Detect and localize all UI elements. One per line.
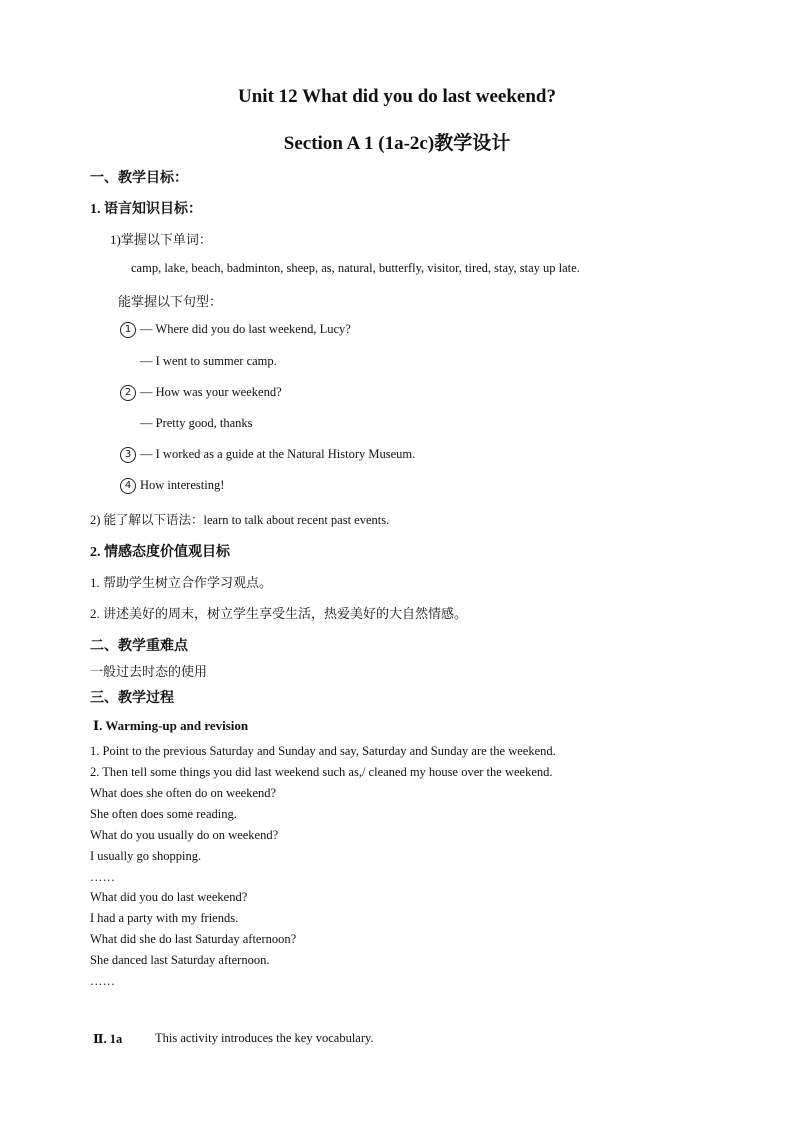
- attitude-item: 1. 帮助学生树立合作学习观点。: [90, 575, 273, 590]
- step1-line: 2. Then tell some things you did last weekend such as,/ cleaned my house over the weekend.: [90, 765, 553, 779]
- page-title: Unit 12 What did you do last weekend?: [238, 86, 556, 107]
- circled-number: 4: [120, 478, 136, 494]
- pattern-text: How interesting!: [140, 478, 225, 492]
- step1-line: What did she do last Saturday afternoon?: [90, 932, 297, 946]
- step1-line: ……: [90, 870, 115, 884]
- pattern-item: — I went to summer camp.: [140, 354, 277, 368]
- step1-line: ……: [90, 974, 115, 988]
- step2-text: This activity introduces the key vocabulary.: [155, 1031, 374, 1045]
- pattern-item: — Pretty good, thanks: [140, 416, 253, 430]
- circled-number: 2: [120, 385, 136, 401]
- patterns-heading: 能掌握以下句型：: [118, 294, 223, 309]
- step1-line: She danced last Saturday afternoon.: [90, 953, 270, 967]
- page-subtitle: Section A 1 (1a-2c)教学设计: [283, 133, 511, 154]
- vocab-list: camp, lake, beach, badminton, sheep, as, natural, butterfly, visitor, tired, stay, stay up late.: [131, 261, 580, 275]
- pattern-text: — I worked as a guide at the Natural History Museum.: [140, 447, 416, 461]
- subheading-attitude-goals: 2. 情感态度价值观目标: [90, 545, 230, 560]
- grammar-goal: 2) 能了解以下语法：learn to talk about recent past events.: [90, 513, 390, 527]
- step2-label: Ⅱ. 1a: [93, 1032, 123, 1046]
- attitude-item: 2. 讲述美好的周末，树立学生享受生活，热爱美好的大自然情感。: [90, 606, 468, 621]
- section-heading-key-points: 二、教学重难点: [90, 639, 188, 654]
- step1-line: I usually go shopping.: [90, 849, 202, 863]
- pattern-item: [120, 322, 351, 338]
- pattern-text: — How was your weekend?: [140, 385, 282, 399]
- step1-title: Ⅰ. Warming-up and revision: [93, 718, 249, 733]
- step1-line: What do you usually do on weekend?: [90, 828, 279, 842]
- circled-number: 1: [120, 322, 136, 338]
- subheading-language-goals: 1. 语言知识目标：: [90, 202, 202, 217]
- pattern-item: [120, 447, 415, 463]
- pattern-item: [120, 385, 282, 401]
- pattern-text: — Where did you do last weekend, Lucy?: [140, 322, 351, 336]
- step1-line: What does she often do on weekend?: [90, 786, 277, 800]
- circled-number: 3: [120, 447, 136, 463]
- step1-line: What did you do last weekend?: [90, 890, 248, 904]
- step1-line: 1. Point to the previous Saturday and Sunday and say, Saturday and Sunday are the weekend.: [90, 744, 556, 758]
- section-heading-goals: 一、教学目标：: [90, 171, 188, 186]
- section-heading-process: 三、教学过程: [90, 691, 174, 706]
- step1-line: She often does some reading.: [90, 807, 237, 821]
- key-point-text: 一般过去时态的使用: [90, 664, 208, 679]
- vocab-heading: 1)掌握以下单词：: [110, 232, 212, 247]
- pattern-item: [120, 478, 224, 494]
- step1-line: I had a party with my friends.: [90, 911, 239, 925]
